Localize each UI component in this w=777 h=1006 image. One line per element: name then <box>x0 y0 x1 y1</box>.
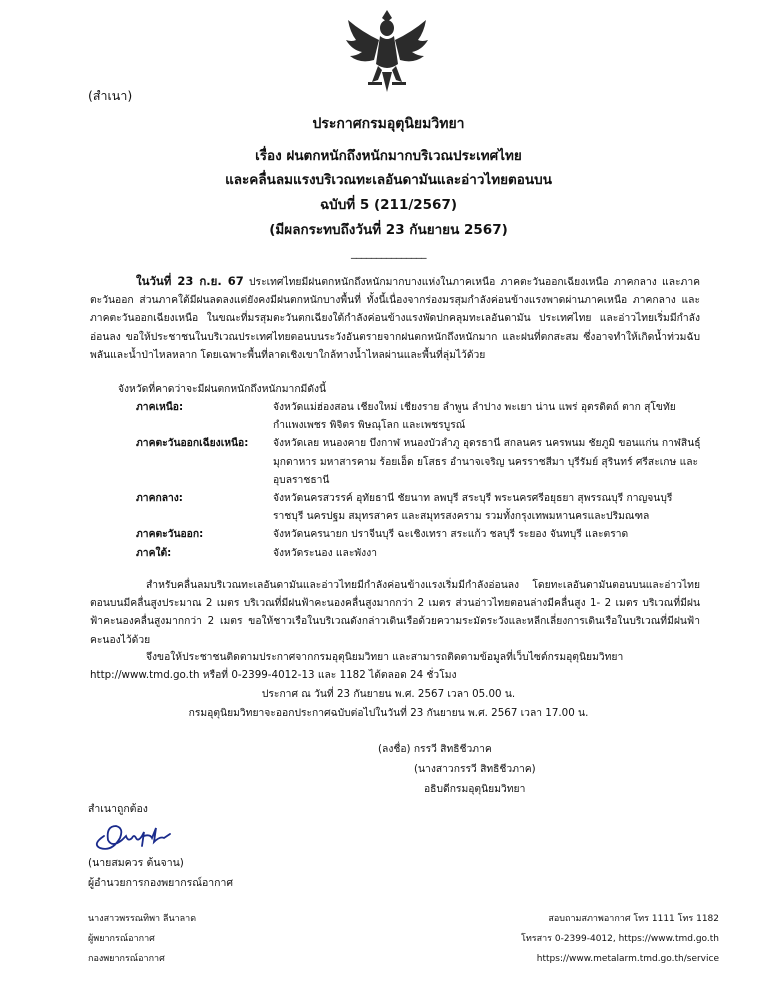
region-row-northeast <box>136 434 706 489</box>
certifier-name: (นายสมควร ต้นจาน) <box>88 857 184 869</box>
footer-fax-website-link[interactable]: โทรสาร 0-2399-4012, https://www.tmd.go.th <box>521 934 719 944</box>
footer-contact <box>521 909 719 969</box>
effective-date: (มีผลกระทบถึงวันที่ 23 กันยายน 2567) <box>269 222 508 238</box>
region-provinces: จังหวัดนครนายก ปราจีนบุรี ฉะเชิงเทรา สระแก้ว ชลบุรี ระยอง จันทบุรี และตราด <box>273 528 629 541</box>
region-label: ภาคใต้: <box>136 546 172 559</box>
signed-line: (ลงชื่อ) กรรวี สิทธิชีวภาค <box>378 743 492 755</box>
region-label: ภาคเหนือ: <box>136 401 184 413</box>
certified-copy-label: สำเนาถูกต้อง <box>88 803 148 815</box>
region-provinces: จังหวัดแม่ฮ่องสอน เชียงใหม่ เชียงราย ลำพูน ลำปาง พะเยา น่าน แพร่ อุตรดิตถ์ ตาก สุโขทัย กำแพงเพชร พิจิตร พิษณุโลก และเพชรบูรณ์ <box>273 401 676 432</box>
announcement-title: ประกาศกรมอุตุนิยมวิทยา <box>312 116 465 132</box>
announced-at: ประกาศ ณ วันที่ 23 กันยายน พ.ศ. 2567 เวลา 05.00 น. <box>261 688 516 700</box>
paragraph-1-text: ประเทศไทยมีฝนตกหนักถึงหนักมากบางแห่งในภาคเหนือ ภาคตะวันออกเฉียงเหนือ ภาคกลาง และภาคตะวันออก ส่วนภาคใต้มีฝนลดลงแต่ยังคงมีฝนตกหนักบางพื้นที่ ทั้งนี้เนื่องจากร่องมรสุมกำลังค่อนข้างแรงพาดผ่านภาคเหนือ ภาคกลาง และภาคตะวันออกเฉียงเหนือ ในขณะที่มรสุมตะวันตกเฉียงใต้กำลังค่อนข้างแรงพัดปกคลุมทะเลอันดามัน ประเทศไทย และอ่าวไทยเริ่มมีกำลังอ่อนลง ขอให้ประชาชนในบริเวณประเทศไทยตอนบนระวังอันตรายจากฝนตกหนักถึงหนักมาก และฝนที่ตกสะสม ซึ่งอาจทำให้เกิดน้ำท่วมฉับพลันและน้ำป่าไหลหลาก โดยเฉพาะพื้นที่ลาดเชิงเขาใกล้ทางน้ำไหลผ่านและพื้นที่ลุ่มไว้ด้วย <box>90 276 700 361</box>
footer-metalarm-link[interactable]: https://www.metalarm.tmd.go.th/service <box>536 954 719 964</box>
copy-mark: (สำเนา) <box>88 88 133 103</box>
certifier-title: ผู้อำนวยการกองพยากรณ์อากาศ <box>88 877 234 889</box>
region-label: ภาคกลาง: <box>136 492 183 505</box>
signer-name: (นางสาวกรรวี สิทธิชีวภาค) <box>414 763 536 775</box>
footer-left-line: กองพยากรณ์อากาศ <box>88 954 165 964</box>
region-provinces: จังหวัดนครสวรรค์ อุทัยธานี ชัยนาท ลพบุรี สระบุรี พระนครศรีอยุธยา สุพรรณบุรี กาญจนบุรี ราชบุรี นครปฐม สมุทรสาคร และสมุทรสงคราม รวมทั้งกรุงเทพมหานครและปริมณฑล <box>273 492 673 523</box>
footer-left-line: ผู้พยากรณ์อากาศ <box>88 934 155 944</box>
paragraph-2: จังหวัดที่คาดว่าจะมีฝนตกหนักถึงหนักมากมีดังนี้ <box>118 383 327 395</box>
paragraph-1-lead: ในวันที่ 23 ก.ย. 67 <box>136 274 244 288</box>
region-row-south <box>136 544 706 562</box>
paragraph-1 <box>90 272 700 364</box>
footer-hotline: สอบถามสภาพอากาศ โทร 1111 โทร 1182 <box>548 914 719 924</box>
paragraph-marine: สำหรับคลื่นลมบริเวณทะเลอันดามันและอ่าวไทยมีกำลังค่อนข้างแรงเริ่มมีกำลังอ่อนลง โดยทะเลอันดามันตอนบนและอ่าวไทยตอนบนมีคลื่นสูงประมาณ 2 เมตร บริเวณที่มีฝนฟ้าคะนองคลื่นสูงมากกว่า 2 เมตร ส่วนอ่าวไทยตอนล่างมีคลื่นสูง 1- 2 เมตร บริเวณที่มีฝนฟ้าคะนองคลื่นสูงมากกว่า 2 เมตร ขอให้ชาวเรือในบริเวณดังกล่าวเดินเรือด้วยความระมัดระวังและหลีกเลี่ยงการเดินเรือในบริเวณที่มีฝนฟ้าคะนองไว้ด้วย <box>90 579 700 646</box>
region-provinces: จังหวัดระนอง และพังงา <box>273 546 378 559</box>
region-label: ภาคตะวันออก: <box>136 528 204 541</box>
subject-line-2: และคลื่นลมแรงบริเวณทะเลอันดามันและอ่าวไทยตอนบน <box>225 172 552 188</box>
region-provinces: จังหวัดเลย หนองคาย บึงกาฬ หนองบัวลำภู อุดรธานี สกลนคร นครพนม ชัยภูมิ ขอนแก่น กาฬสินธุ์ มุกดาหาร มหาสารคาม ร้อยเอ็ด ยโสธร อำนาจเจริญ นครราชสีมา บุรีรัมย์ สุรินทร์ ศรีสะเกษ และอุบลราชธานี <box>273 437 701 486</box>
region-row-east <box>136 525 706 543</box>
region-label: ภาคตะวันออกเฉียงเหนือ: <box>136 437 249 450</box>
region-row-north <box>136 398 706 434</box>
subject-line-1: เรื่อง ฝนตกหนักถึงหนักมากบริเวณประเทศไทย <box>255 148 522 164</box>
footer-forecaster <box>88 909 196 969</box>
next-issue-notice: กรมอุตุนิยมวิทยาจะออกประกาศฉบับต่อไปในวันที่ 23 กันยายน พ.ศ. 2567 เวลา 17.00 น. <box>188 707 589 719</box>
issue-number: ฉบับที่ 5 (211/2567) <box>319 197 458 213</box>
paragraph-contact: จึงขอให้ประชาชนติดตามประกาศจากกรมอุตุนิยมวิทยา และสามารถติดตามข้อมูลที่เว็บไซต์กรมอุตุนิยมวิทยา http://www.tmd.go.th หรือที่ 0-2399-4012-13 และ 1182 ได้ตลอด 24 ชั่วโมง <box>90 651 624 682</box>
handwritten-signature-icon <box>90 814 180 854</box>
region-row-central <box>136 489 706 525</box>
footer-left-line: นางสาวพรรณทิพา ลีนาลาด <box>88 914 197 924</box>
region-list <box>136 398 706 562</box>
signer-position: อธิบดีกรมอุตุนิยมวิทยา <box>424 783 526 795</box>
title-divider: _______________ <box>351 246 426 259</box>
garuda-emblem-icon <box>342 6 432 96</box>
